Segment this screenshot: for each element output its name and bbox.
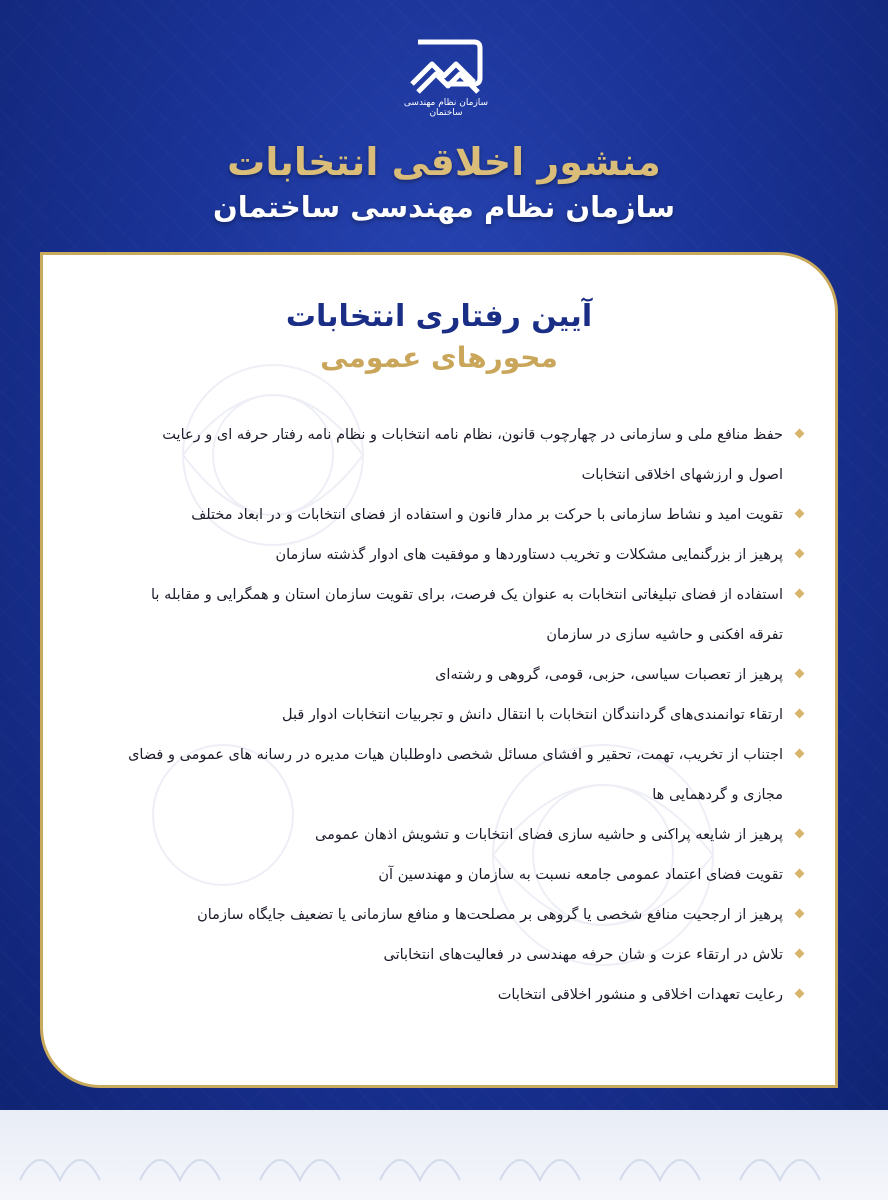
list-item-text: تقویت امید و نشاط سازمانی با حرکت بر مدار قانون و استفاده از فضای انتخابات و در ابعاد مختلف [191, 507, 783, 523]
floral-pattern-icon [0, 1110, 888, 1200]
diamond-bullet-icon [795, 949, 805, 959]
organization-logo-icon [398, 38, 494, 96]
content-card [40, 252, 838, 1088]
diamond-bullet-icon [795, 669, 805, 679]
list-item-text: پرهیز از ارجحیت منافع شخصی یا گروهی بر مصلحت‌ها و منافع سازمانی یا تضعیف جایگاه سازمان [197, 907, 783, 923]
card-title: آیین رفتاری انتخابات [285, 299, 593, 334]
list-item-text: حفظ منافع ملی و سازمانی در چهارچوب قانون، نظام نامه انتخابات و نظام نامه رفتار حرفه ای و رعایت اصول و ارزشهای اخلاقی انتخابات [162, 427, 783, 483]
logo-caption: سازمان نظام مهندسی ساختمان [403, 98, 489, 118]
list-item [125, 895, 805, 935]
diamond-bullet-icon [795, 989, 805, 999]
list-item-text: رعایت تعهدات اخلاقی و منشور اخلاقی انتخابات [497, 987, 783, 1003]
list-item-text: پرهیز از تعصبات سیاسی، حزبی، قومی، گروهی و رشته‌ای [435, 667, 783, 683]
diamond-bullet-icon [795, 909, 805, 919]
card-subtitle: محورهای عمومی [320, 341, 558, 374]
diamond-bullet-icon [795, 869, 805, 879]
list-item [125, 815, 805, 855]
list-item [125, 575, 805, 655]
list-item-text: تلاش در ارتقاء عزت و شان حرفه مهندسی در فعالیت‌های انتخاباتی [383, 947, 783, 963]
list-item [125, 935, 805, 975]
list-item [125, 415, 805, 495]
list-item [125, 735, 805, 815]
list-item-text: اجتناب از تخریب، تهمت، تحقیر و افشای مسائل شخصی داوطلبان هیات مدیره در رسانه های عمومی و فضای مجازی و گردهمایی ها [128, 747, 783, 803]
list-item-text: پرهیز از بزرگنمایی مشکلات و تخریب دستاوردها و موفقیت های ادوار گذشته سازمان [275, 547, 783, 563]
list-item [125, 535, 805, 575]
diamond-bullet-icon [795, 709, 805, 719]
list-item-text: تقویت فضای اعتماد عمومی جامعه نسبت به سازمان و مهندسین آن [378, 867, 783, 883]
list-item-text: پرهیز از شایعه پراکنی و حاشیه سازی فضای انتخابات و تشویش اذهان عمومی [315, 827, 783, 843]
organization-logo [398, 38, 494, 118]
diamond-bullet-icon [795, 589, 805, 599]
diamond-bullet-icon [795, 429, 805, 439]
list-item-text: استفاده از فضای تبلیغاتی انتخابات به عنوان یک فرصت، برای تقویت سازمان استان و همگرایی و مقابله با تفرقه افکنی و حاشیه سازی در سازمان [151, 587, 783, 643]
page-subtitle: سازمان نظام مهندسی ساختمان [212, 190, 676, 224]
list-item [125, 495, 805, 535]
bottom-decorative-strip [0, 1110, 888, 1200]
list-item-text: ارتقاء توانمندی‌های گردانندگان انتخابات با انتقال دانش و تجربیات انتخابات ادوار قبل [282, 707, 783, 723]
diamond-bullet-icon [795, 829, 805, 839]
list-item [125, 855, 805, 895]
diamond-bullet-icon [795, 749, 805, 759]
list-item [125, 695, 805, 735]
principles-list [125, 415, 805, 1015]
diamond-bullet-icon [795, 509, 805, 519]
diamond-bullet-icon [795, 549, 805, 559]
list-item [125, 975, 805, 1015]
list-item [125, 655, 805, 695]
page-title: منشور اخلاقی انتخابات [227, 140, 661, 184]
